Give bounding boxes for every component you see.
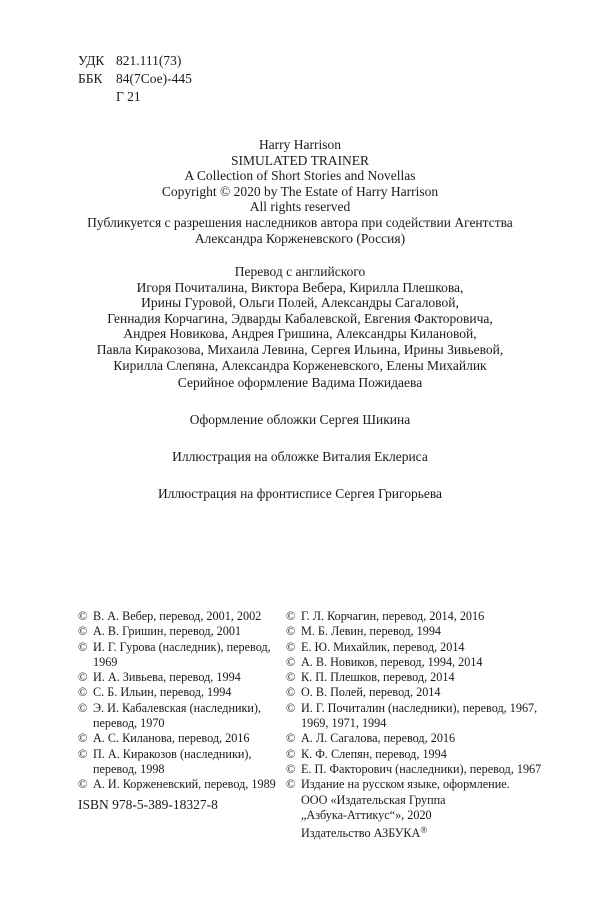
copyright-entry-line: С. Б. Ильин, перевод, 1994 xyxy=(93,685,232,700)
copyright-icon: © xyxy=(286,685,296,700)
publisher-copyright-entry xyxy=(286,777,556,841)
copyright-entry-text xyxy=(93,731,278,746)
copyright-entry-text xyxy=(301,747,556,762)
copyright-icon: © xyxy=(78,700,88,715)
copyright-icon: © xyxy=(286,654,296,669)
copyright-entry-text xyxy=(301,655,556,670)
bbk-value: 84(7Сое)-445 xyxy=(116,71,192,86)
copyright-icon: © xyxy=(78,746,88,761)
copyright-entry-text xyxy=(93,747,278,778)
cover-illustration-credit: Иллюстрация на обложке Виталия Еклериса xyxy=(172,449,428,464)
copyright-entry-line: А. В. Новиков, перевод, 1994, 2014 xyxy=(301,654,483,669)
copyright-icon: © xyxy=(286,670,296,685)
copyright-icon: © xyxy=(286,731,296,746)
copyright-entry xyxy=(286,624,556,639)
copyright-entry-line: К. П. Плешков, перевод, 2014 xyxy=(301,670,455,685)
copyright-entry-text xyxy=(301,640,556,655)
copyright-entry xyxy=(78,777,278,792)
copyright-entry-line: И. А. Зивьева, перевод, 1994 xyxy=(93,670,241,685)
udk-row xyxy=(78,52,192,70)
copyright-icon: © xyxy=(78,685,88,700)
copyright-entry xyxy=(78,640,278,671)
copyright-entry-line: П. А. Киракозов (наследники), xyxy=(93,746,252,761)
copyright-entry xyxy=(78,731,278,746)
author-mark: Г 21 xyxy=(116,89,141,104)
udk-label: УДК xyxy=(78,53,105,68)
copyright-entry-line: перевод, 1998 xyxy=(93,761,165,776)
copyright-entry xyxy=(286,640,556,655)
translation-heading: Перевод с английского xyxy=(234,264,366,279)
cover-design-credit: Оформление обложки Сергея Шикина xyxy=(189,412,411,427)
copyright-entry xyxy=(78,685,278,700)
copyright-entry-line: 1969, 1971, 1994 xyxy=(301,716,387,731)
copyright-icon: © xyxy=(78,624,88,639)
original-copyright: Copyright © 2020 by The Estate of Harry Harrison xyxy=(161,183,439,199)
copyright-entry-text xyxy=(93,640,278,671)
copyright-icon: © xyxy=(286,746,296,761)
permission-line-2: Александра Корженевского (Россия) xyxy=(194,230,406,246)
bbk-label: ББК xyxy=(78,71,103,86)
copyright-icon: © xyxy=(78,777,88,792)
copyright-entry xyxy=(78,670,278,685)
copyright-icon: © xyxy=(286,609,296,623)
copyrights-right-column xyxy=(286,609,556,841)
copyright-entry-line: М. Б. Левин, перевод, 1994 xyxy=(301,624,442,639)
copyright-entry-line: Г. Л. Корчагин, перевод, 2014, 2016 xyxy=(301,609,485,623)
copyright-entry-text xyxy=(93,685,278,700)
copyright-entry-text xyxy=(93,777,278,792)
copyright-entry-line: „Азбука-Аттикус“», 2020 xyxy=(301,807,432,822)
copyright-entry-text xyxy=(301,762,556,777)
original-author: Harry Harrison xyxy=(258,137,342,152)
registered-trademark-icon: ® xyxy=(420,825,428,836)
copyright-entry-line: Е. Ю. Михайлик, перевод, 2014 xyxy=(301,639,465,654)
copyright-icon: © xyxy=(78,731,88,746)
copyright-entry xyxy=(78,701,278,732)
copyright-entry xyxy=(78,747,278,778)
copyright-entry xyxy=(78,609,278,624)
copyright-entry xyxy=(286,655,556,670)
frontispiece-illustration-credit: Иллюстрация на фронтисписе Сергея Григорьева xyxy=(157,486,443,501)
copyright-entry-text xyxy=(301,624,556,639)
copyright-entry-line: Издание на русском языке, оформление. xyxy=(301,777,510,792)
copyright-entry-text xyxy=(301,670,556,685)
copyright-entry-line: А. В. Гришин, перевод, 2001 xyxy=(93,624,242,639)
copyright-entry xyxy=(286,609,556,624)
copyright-icon: © xyxy=(286,761,296,776)
classification-block xyxy=(78,52,192,106)
translator-line: Ирины Гуровой, Ольги Полей, Александры Сагаловой, xyxy=(141,295,459,311)
copyright-entry-text xyxy=(93,701,278,732)
copyright-entry-line: И. Г. Гурова (наследник), перевод, xyxy=(93,639,271,654)
copyright-entry xyxy=(286,747,556,762)
udk-value: 821.111(73) xyxy=(116,53,182,68)
translator-line: Кирилла Слепяна, Александра Корженевского, Елены Михайлик xyxy=(113,357,487,373)
translator-line: Игоря Почиталина, Виктора Вебера, Кирилла Плешкова, xyxy=(136,279,464,295)
copyright-entry-line: перевод, 1970 xyxy=(93,716,165,731)
copyright-entry-line: О. В. Полей, перевод, 2014 xyxy=(301,685,441,700)
translator-line: Павла Киракозова, Михаила Левина, Сергея Ильина, Ирины Зивьевой, xyxy=(96,341,504,357)
copyright-entry xyxy=(286,731,556,746)
copyright-entry-line: 1969 xyxy=(93,654,118,669)
translation-block xyxy=(60,264,540,373)
bbk-row xyxy=(78,70,192,88)
copyright-entry-text xyxy=(301,731,556,746)
copyright-entry-line: В. А. Вебер, перевод, 2001, 2002 xyxy=(93,609,262,623)
translator-line: Геннадия Корчагина, Эдварды Кабалевской, Евгения Факторовича, xyxy=(107,310,493,326)
copyright-entry xyxy=(286,685,556,700)
copyright-icon: © xyxy=(78,639,88,654)
copyright-icon: © xyxy=(78,609,88,623)
copyright-entry-line: Е. П. Факторович (наследники), перевод, 1967 xyxy=(301,761,542,776)
copyright-entry-line: А. Л. Сагалова, перевод, 2016 xyxy=(301,731,456,746)
original-title: SIMULATED TRAINER xyxy=(230,152,370,168)
copyright-entry xyxy=(286,762,556,777)
original-edition-block xyxy=(60,137,540,246)
translator-line: Андрея Новикова, Андрея Гришина, Александры Килановой, xyxy=(123,326,477,342)
copyright-icon: © xyxy=(286,624,296,639)
copyright-entry-text xyxy=(301,609,556,624)
copyright-entry-line: А. И. Корженевский, перевод, 1989 xyxy=(93,777,276,792)
copyright-icon: © xyxy=(78,670,88,685)
series-design-credit: Серийное оформление Вадима Пожидаева xyxy=(177,375,423,390)
copyright-entry-line: Издательство АЗБУКА® xyxy=(301,825,428,841)
copyright-entry-text xyxy=(301,777,556,841)
copyright-entry-text xyxy=(93,670,278,685)
copyright-entry xyxy=(286,701,556,732)
copyright-entry xyxy=(286,670,556,685)
copyright-entry-text xyxy=(93,624,278,639)
copyright-entry-line: А. С. Киланова, перевод, 2016 xyxy=(93,731,250,746)
copyright-entry-line: ООО «Издательская Группа xyxy=(301,792,446,807)
copyright-icon: © xyxy=(286,700,296,715)
copyright-entry-text xyxy=(93,609,278,624)
copyright-icon: © xyxy=(286,639,296,654)
copyrights-left-column xyxy=(78,609,278,793)
copyright-entry-line: Э. И. Кабалевская (наследники), xyxy=(93,700,262,715)
copyright-entry xyxy=(78,624,278,639)
copyright-entry-text xyxy=(301,701,556,732)
isbn: ISBN 978-5-389-18327-8 xyxy=(78,797,218,812)
copyright-icon: © xyxy=(286,777,296,792)
permission-line-1: Публикуется с разрешения наследников автора при содействии Агентства xyxy=(87,214,513,230)
copyright-entry-text xyxy=(301,685,556,700)
rights-reserved: All rights reserved xyxy=(249,199,351,215)
original-subtitle: A Collection of Short Stories and Novellas xyxy=(184,168,416,184)
copyright-entry-line: И. Г. Почиталин (наследники), перевод, 1967, xyxy=(301,700,538,715)
copyright-entry-line: К. Ф. Слепян, перевод, 1994 xyxy=(301,746,447,761)
